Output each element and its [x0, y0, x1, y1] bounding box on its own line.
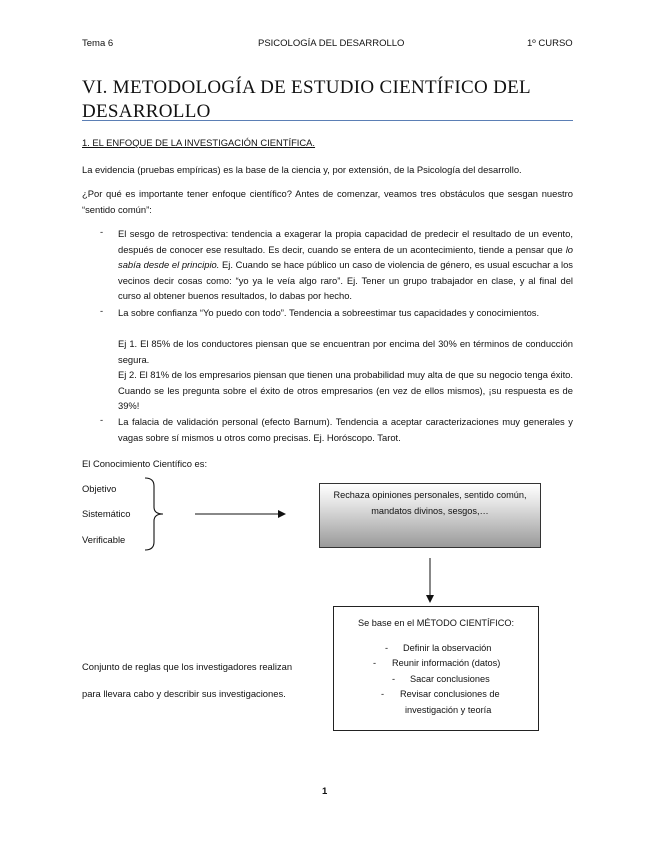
page-title [82, 76, 582, 124]
bullet-barnum-effect: La falacia de validación personal (efecto Barnum). Tendencia a aceptar caracterizaciones muy generales y vagas sobre sí mismos u otros como precisas. Ej. Horóscopo. Tarot. [118, 416, 573, 443]
bullet-hindsight-bias [118, 226, 573, 304]
example-entrepreneurs: Ej 2. El 81% de los empresarios piensan que tienen una probabilidad muy alta de que su negocio tenga éxito. Cuando se les pregunta sobre el éxito de otros empresarios (en vez de ellos mismos), ¡su respuesta es de 39%! [118, 369, 573, 411]
arrow-right-head [278, 510, 286, 518]
knowledge-item-objective: Objetivo [82, 483, 117, 494]
bullet-text: Ej. Cuando se hace público un caso de violencia de género, es usual escuchar a los vecinos decir cosas como: “yo ya le veía algo raro”. Ej. Tener un grupo trabajador en clase, y al final del curso al obtener buenos resultados, lo dabas por hecho. [118, 259, 573, 301]
header-subject: PSICOLOGÍA DEL DESARROLLO [258, 38, 405, 49]
step-review: Revisar conclusiones de [400, 689, 500, 699]
arrow-down [424, 558, 436, 604]
diagram-connectors [140, 474, 300, 554]
rejects-box: Rechaza opiniones personales, sentido común, mandatos divinos, sesgos,… [319, 483, 541, 548]
method-definition-line-1: Conjunto de reglas que los investigadores realizan [82, 661, 293, 672]
bullet-dash: - [100, 305, 104, 316]
step-dash: - [373, 658, 377, 668]
step-review-cont: investigación y teoría [405, 705, 492, 715]
knowledge-item-verifiable: Verificable [82, 534, 126, 545]
section-heading: 1. EL ENFOQUE DE LA INVESTIGACIÓN CIENTÍFICA. [82, 137, 316, 148]
step-define-observation: Definir la observación [403, 643, 492, 653]
title-line-1: VI. METODOLOGÍA DE ESTUDIO CIENTÍFICO DEL [82, 77, 531, 98]
step-dash: - [392, 674, 396, 684]
title-line-2: DESARROLLO [82, 101, 211, 122]
header-topic: Tema 6 [82, 38, 114, 49]
bullet-dash: - [100, 226, 104, 237]
bullet-text: El sesgo de retrospectiva: tendencia a exagerar la propia capacidad de predecir el resultado de un evento, después de conocer ese resultado. Es decir, cuando se entera de un acontecimiento, tiende a pensar que [118, 228, 573, 255]
step-conclusions: Sacar conclusiones [410, 674, 490, 684]
paragraph-evidence: La evidencia (pruebas empíricas) es la base de la ciencia y, por extensión, de la Psicología del desarrollo. [82, 164, 522, 175]
method-definition-line-2: para llevara cabo y describir sus investigaciones. [82, 688, 286, 699]
scientific-method-title: Se base en el MÉTODO CIENTÍFICO: [357, 618, 515, 628]
title-divider [82, 120, 573, 121]
step-dash: - [381, 689, 385, 699]
bullet-dash: - [100, 414, 104, 425]
page-number: 1 [322, 786, 328, 797]
step-dash: - [385, 643, 389, 653]
curly-brace [145, 478, 163, 550]
paragraph-question: ¿Por qué es importante tener enfoque científico? Antes de comenzar, veamos tres obstáculos que sesgan nuestro “sentido común”: [82, 188, 573, 215]
example-drivers: Ej 1. El 85% de los conductores piensan que se encuentran por encima del 30% en términos de conducción segura. [118, 338, 573, 365]
knowledge-title: El Conocimiento Científico es: [82, 458, 208, 469]
arrow-down-head [426, 595, 434, 603]
header-course: 1º CURSO [527, 38, 573, 49]
knowledge-item-systematic: Sistemático [82, 508, 131, 519]
bullet-overconfidence: La sobre confianza “Yo puedo con todo”. Tendencia a sobreestimar tus capacidades y conocimientos. [118, 307, 540, 318]
step-gather-data: Reunir información (datos) [392, 658, 501, 668]
scientific-method-box [333, 606, 539, 731]
bullet-italic: lo sabía desde el principio. [118, 243, 573, 270]
